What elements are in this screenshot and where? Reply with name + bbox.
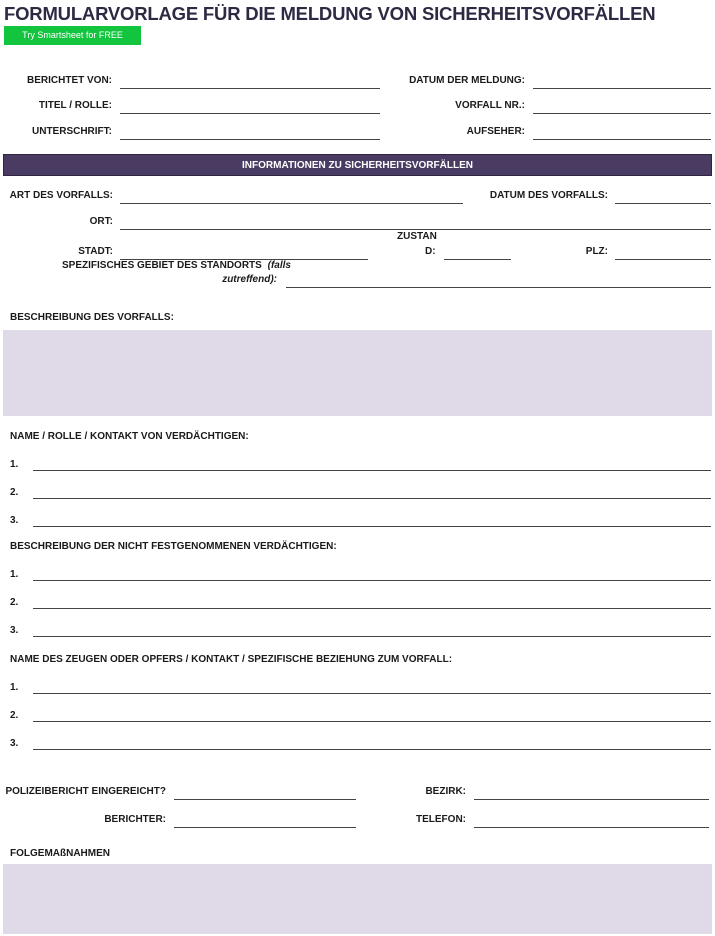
police-report-label: POLIZEIBERICHT EINGEREICHT? [5,786,166,797]
suspects-field-3[interactable] [33,526,711,527]
non-arrested-label: BESCHREIBUNG DER NICHT FESTGENOMMENEN VERDÄCHTIGEN: [10,541,337,552]
followup-label: FOLGEMAßNAHMEN [10,848,110,859]
suspects-number-1: 1. [10,459,19,470]
reported-by-field[interactable] [120,88,380,89]
non-arrested-field-1[interactable] [33,580,711,581]
district-field[interactable] [474,799,709,800]
title-role-label: TITEL / ROLLE: [38,100,112,111]
description-label: BESCHREIBUNG DES VORFALLS: [10,312,174,323]
witnesses-field-3[interactable] [33,749,711,750]
followup-textarea[interactable] [3,864,712,934]
specific-area-note-2: zutreffend): [222,274,277,285]
incident-no-field[interactable] [533,113,711,114]
location-field[interactable] [120,229,711,230]
suspects-field-1[interactable] [33,470,711,471]
witnesses-field-1[interactable] [33,693,711,694]
try-smartsheet-button[interactable]: Try Smartsheet for FREE [4,26,141,45]
state-label-bottom: D: [425,246,436,257]
phone-label: TELEFON: [416,814,466,825]
witnesses-number-2: 2. [10,710,19,721]
non-arrested-number-3: 3. [10,625,19,636]
page-title: FORMULARVORLAGE FÜR DIE MELDUNG VON SICHERHEITSVORFÄLLEN [4,3,656,24]
incident-type-field[interactable] [120,203,463,204]
description-textarea[interactable] [3,330,712,416]
non-arrested-field-3[interactable] [33,636,711,637]
reporter-field[interactable] [174,827,356,828]
state-field[interactable] [444,259,511,260]
witnesses-number-1: 1. [10,682,19,693]
location-label: ORT: [89,216,113,227]
zip-label: PLZ: [585,246,608,257]
incident-date-label: DATUM DES VORFALLS: [489,190,608,201]
specific-area-note-1: (falls [267,260,291,271]
police-report-field[interactable] [174,799,356,800]
supervisor-field[interactable] [533,139,711,140]
phone-field[interactable] [474,827,709,828]
suspects-number-2: 2. [10,487,19,498]
non-arrested-number-2: 2. [10,597,19,608]
witnesses-field-2[interactable] [33,721,711,722]
non-arrested-number-1: 1. [10,569,19,580]
incident-date-field[interactable] [615,203,711,204]
city-label: STADT: [78,246,113,257]
district-label: BEZIRK: [425,786,466,797]
specific-area-label [62,260,291,271]
suspects-number-3: 3. [10,515,19,526]
specific-area-field[interactable] [286,287,711,288]
suspects-field-2[interactable] [33,498,711,499]
incident-type-label: ART DES VORFALLS: [9,190,113,201]
report-date-label: DATUM DER MELDUNG: [409,75,525,86]
incident-info-banner: INFORMATIONEN ZU SICHERHEITSVORFÄLLEN [3,154,712,176]
reported-by-label: BERICHTET VON: [27,75,112,86]
non-arrested-field-2[interactable] [33,608,711,609]
state-label-top: ZUSTAN [397,231,437,242]
zip-field[interactable] [615,259,711,260]
suspects-label: NAME / ROLLE / KONTAKT VON VERDÄCHTIGEN: [10,431,249,442]
title-role-field[interactable] [120,113,380,114]
witnesses-label: NAME DES ZEUGEN ODER OPFERS / KONTAKT / SPEZIFISCHE BEZIEHUNG ZUM VORFALL: [10,654,453,665]
signature-label: UNTERSCHRIFT: [32,126,112,137]
specific-area-text: SPEZIFISCHES GEBIET DES STANDORTS [62,260,262,271]
report-date-field[interactable] [533,88,711,89]
incident-no-label: VORFALL NR.: [455,100,525,111]
witnesses-number-3: 3. [10,738,19,749]
signature-field[interactable] [120,139,380,140]
supervisor-label: AUFSEHER: [466,126,525,137]
reporter-label: BERICHTER: [104,814,166,825]
